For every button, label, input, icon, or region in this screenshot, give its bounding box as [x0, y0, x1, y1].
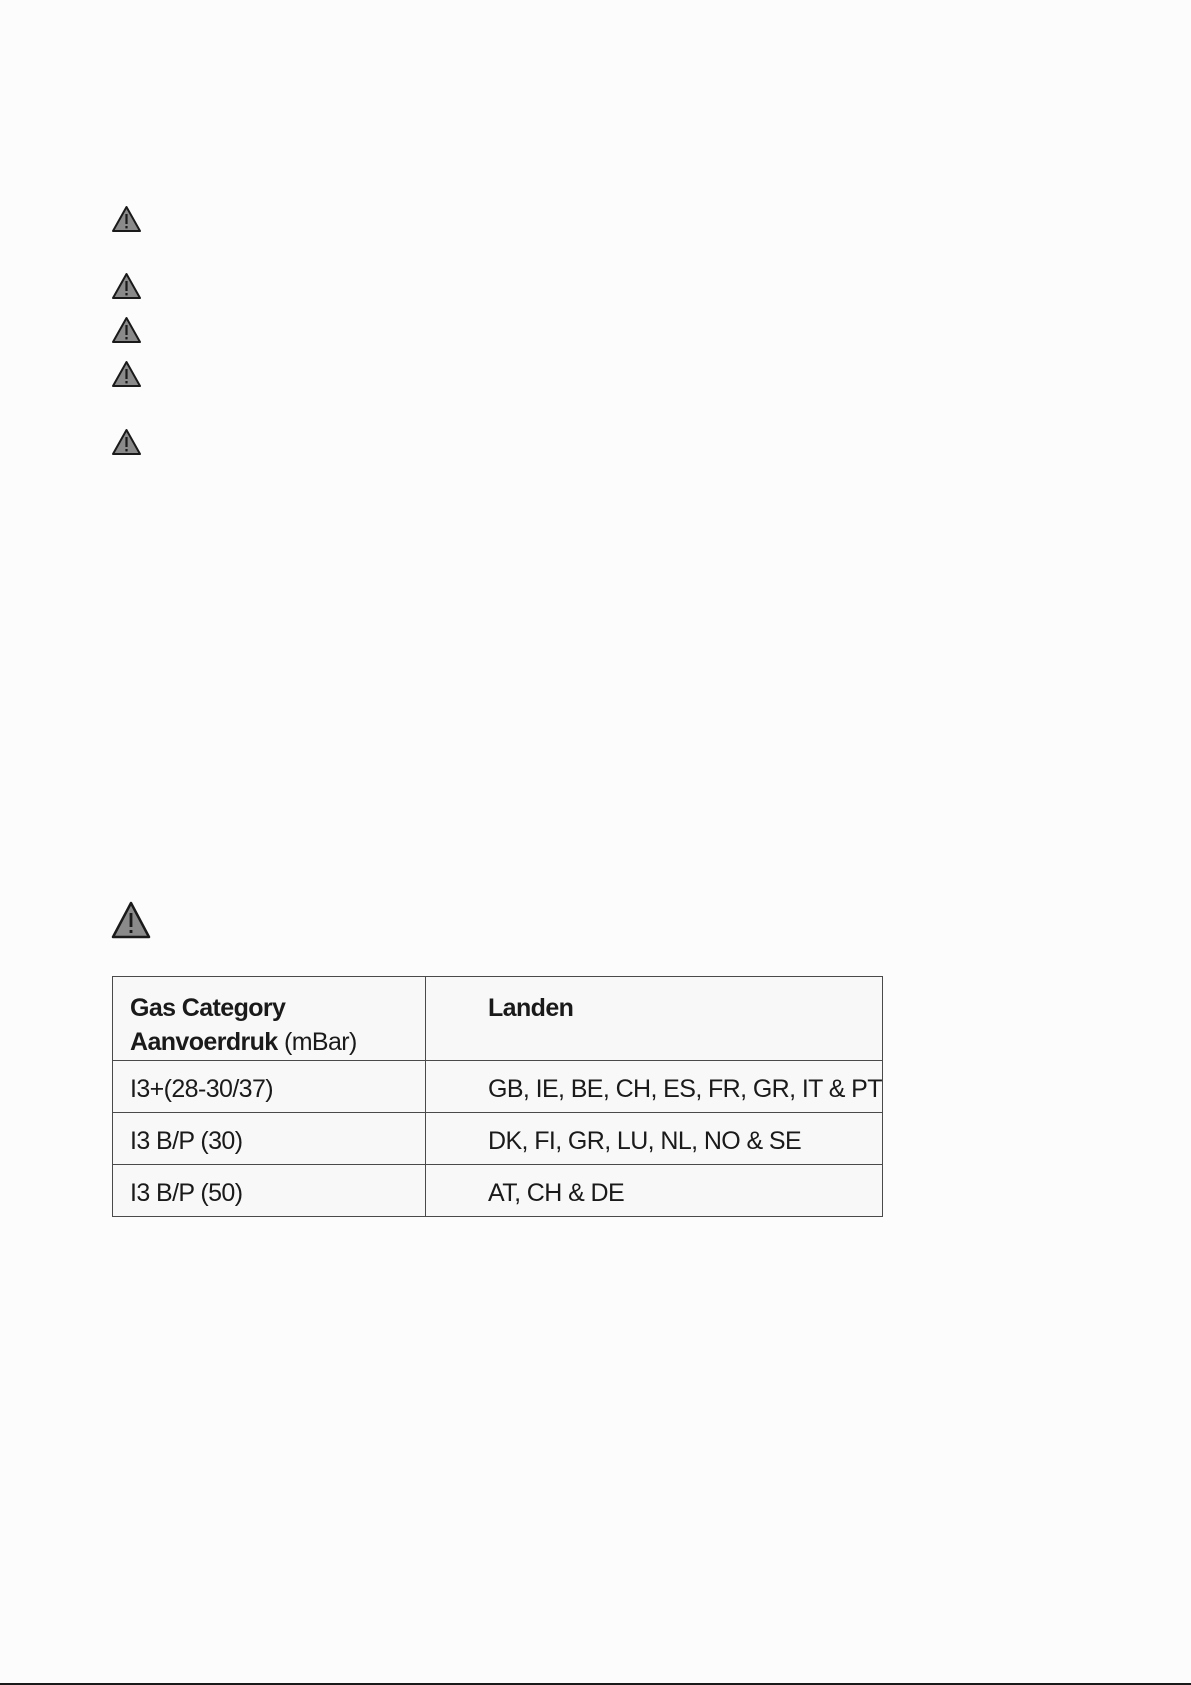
table-cell-countries: DK, FI, GR, LU, NL, NO & SE: [426, 1113, 883, 1165]
table-row: [113, 1165, 883, 1217]
header-pressure-label: Aanvoerdruk: [130, 1028, 278, 1056]
table-cell-countries: AT, CH & DE: [426, 1165, 883, 1217]
header-pressure-unit: (mBar): [277, 1028, 357, 1056]
table-cell-category: I3 B/P (30): [113, 1113, 426, 1165]
table-cell-category: I3 B/P (50): [113, 1165, 426, 1217]
table-row: [113, 1113, 883, 1165]
warning-icon: [111, 205, 142, 233]
header-pressure: [130, 1025, 425, 1059]
warning-icon: [111, 316, 142, 344]
warning-icon: [111, 428, 142, 456]
header-gas-category: Gas Category: [130, 994, 286, 1022]
table-cell-countries: GB, IE, BE, CH, ES, FR, GR, IT & PT: [426, 1061, 883, 1113]
table-header-cell: [113, 977, 426, 1061]
table-header-row: [113, 977, 883, 1061]
warning-icon: [111, 360, 142, 388]
table-cell-category: I3+(28-30/37): [113, 1061, 426, 1113]
gas-category-table: [112, 976, 883, 1217]
table-row: [113, 1061, 883, 1113]
header-countries: Landen: [426, 977, 883, 1061]
warning-icon: [111, 272, 142, 300]
warning-icon: [111, 901, 151, 939]
